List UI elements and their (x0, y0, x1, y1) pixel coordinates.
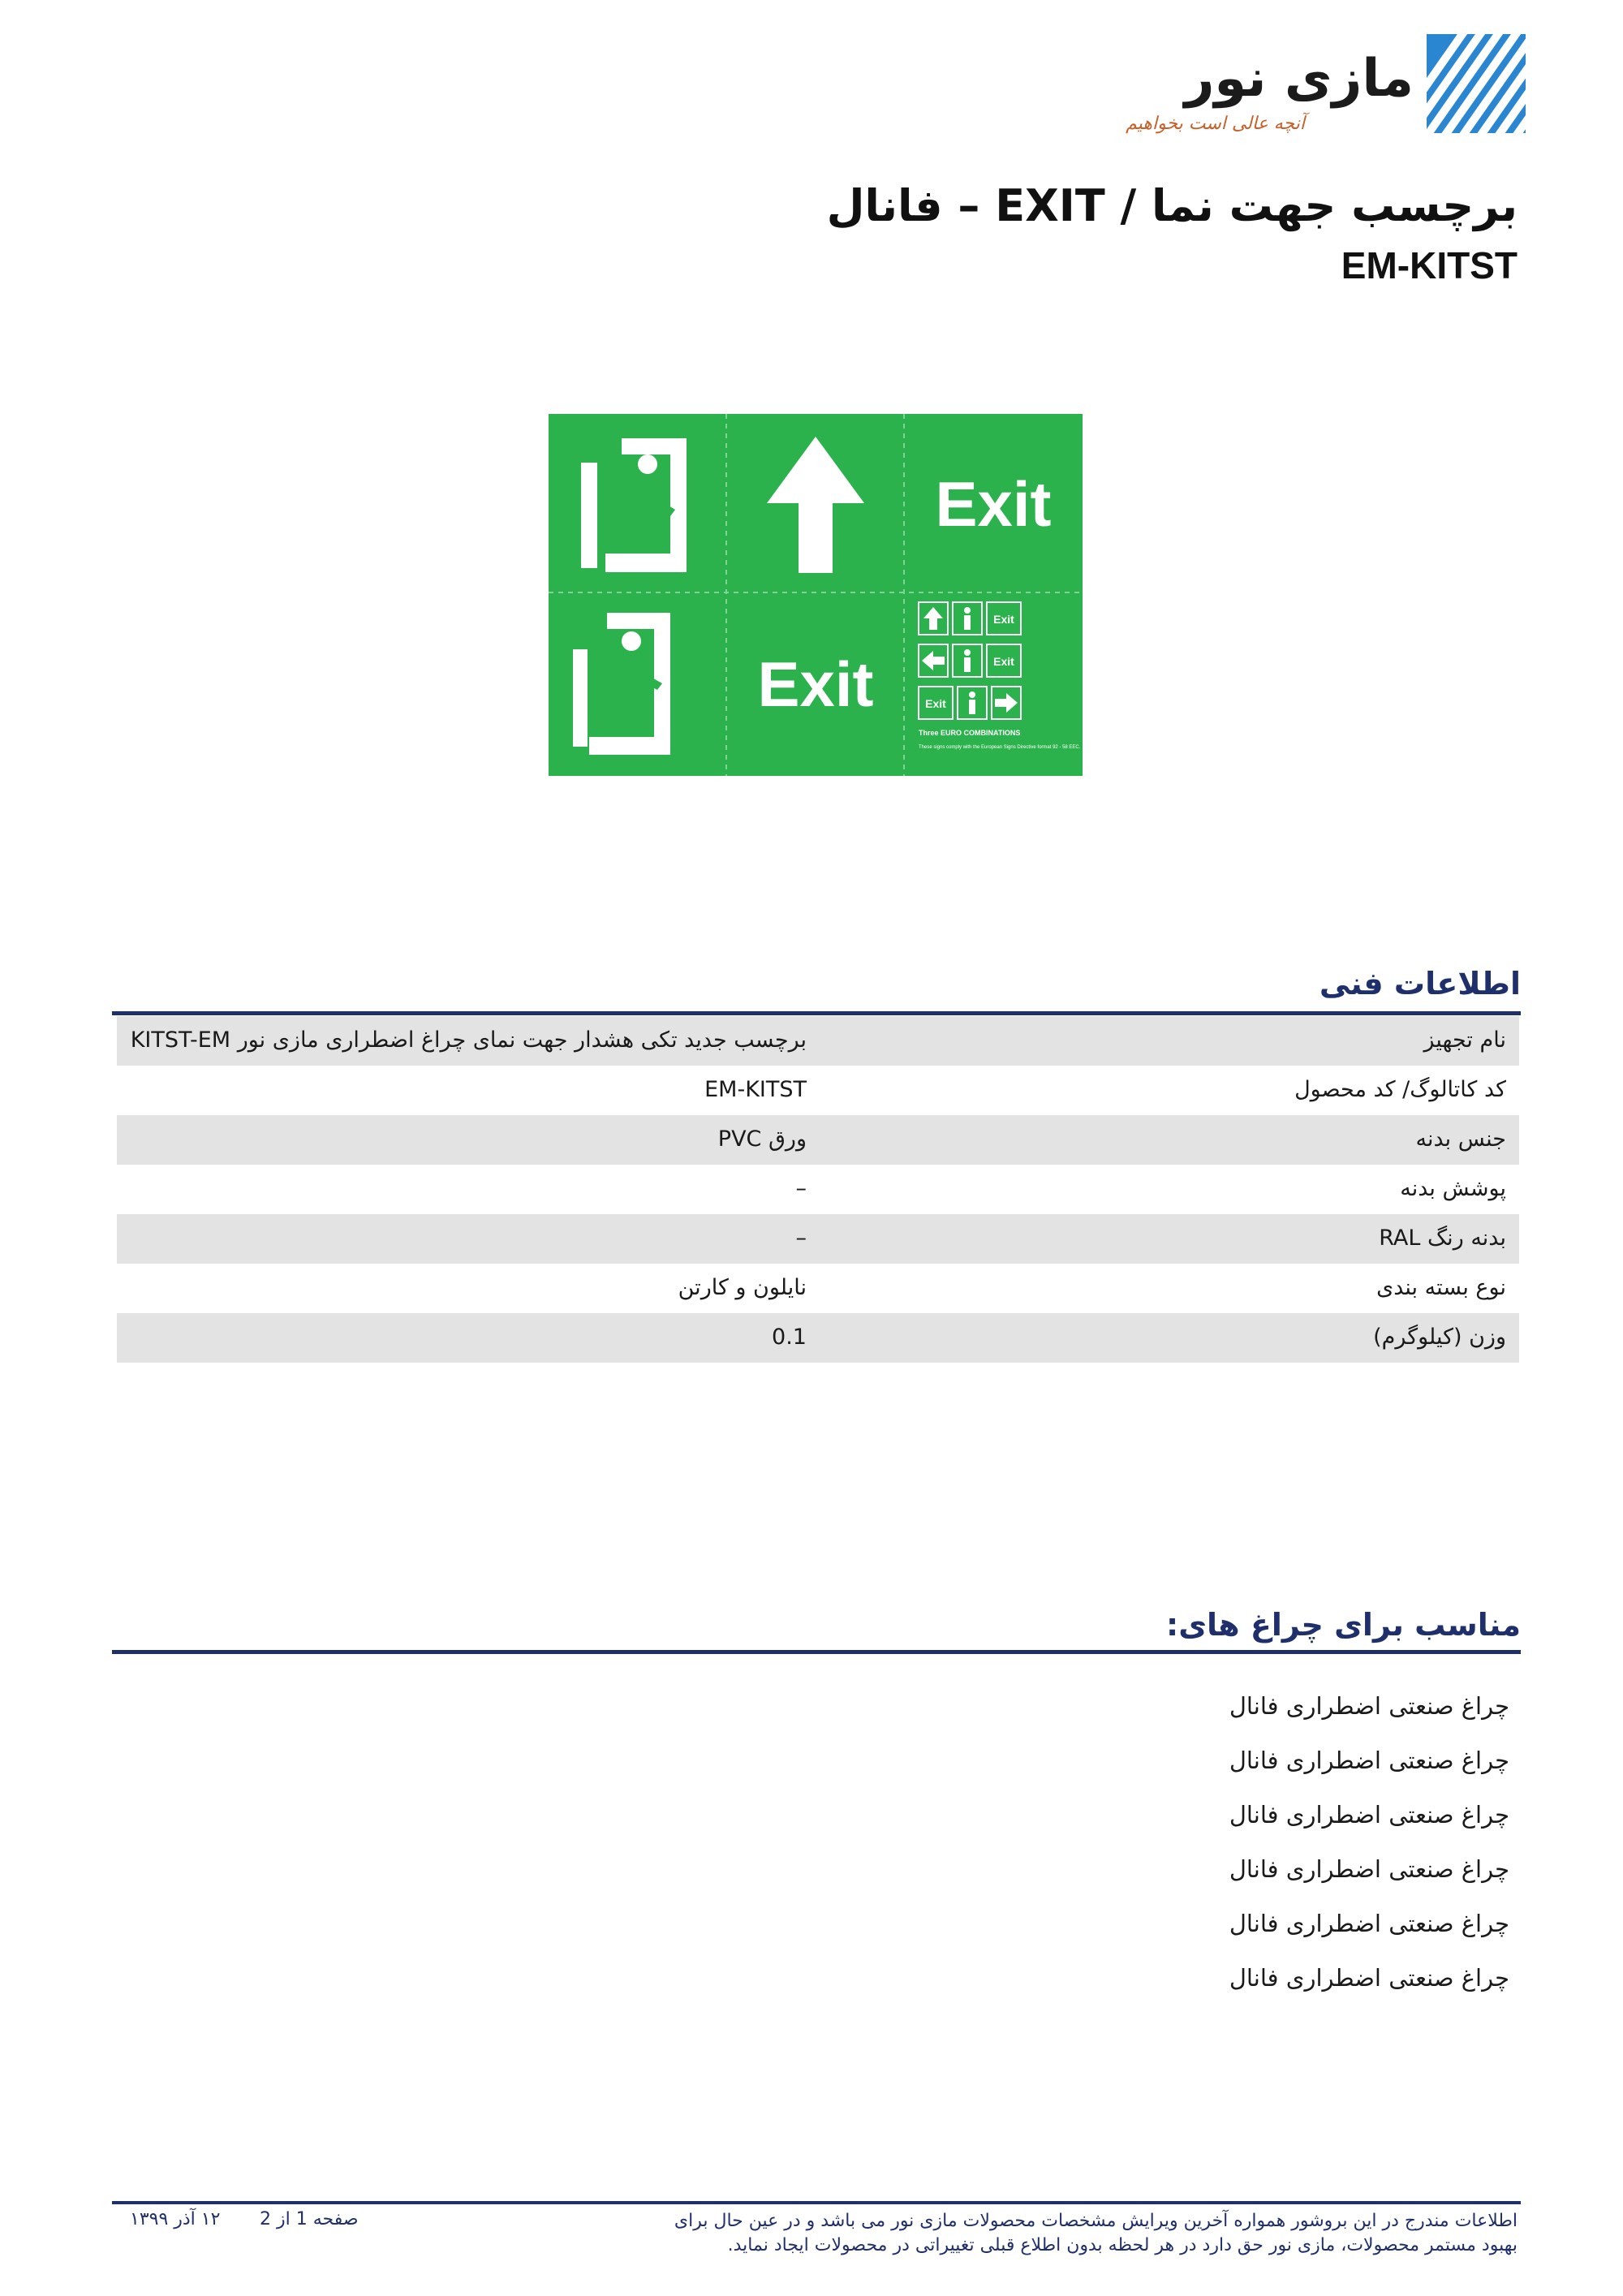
spec-value: نایلون و کارتن (678, 1275, 807, 1300)
spec-row (117, 1313, 1519, 1363)
footer-rule (112, 2201, 1521, 2204)
svg-text:Exit: Exit (993, 613, 1014, 626)
brand-tagline: آنچه عالی است بخواهیم (1126, 114, 1305, 134)
spec-value: 0.1 (772, 1325, 807, 1350)
technical-info-heading: اطلاعات فنی (1319, 966, 1521, 1002)
technical-info-rule (112, 1011, 1521, 1015)
spec-label: کد کاتالوگ/ کد محصول (1294, 1077, 1506, 1102)
svg-text:Exit: Exit (993, 655, 1014, 668)
suitable-lamps-heading: مناسب برای چراغ های: (1166, 1607, 1521, 1643)
spec-label: وزن (کیلوگرم) (1373, 1325, 1506, 1350)
product-image (549, 414, 1083, 776)
exit-text-bottom: Exit (757, 648, 874, 720)
spec-row (117, 1016, 1519, 1066)
list-item: چراغ صنعتی اضطراری فانال (1229, 1964, 1509, 1992)
list-item: چراغ صنعتی اضطراری فانال (1229, 1910, 1509, 1937)
footer-disclaimer: اطلاعات مندرج در این بروشور همواره آخرین ویرایش مشخصات محصولات مازی نور می باشد و در عین حال برای بهبود مستمر محصولات، مازی نور حق دارد در هر لحظه بدون اطلاع قبلی تغییراتی در محصولات ایجاد نماید. (674, 2211, 1518, 2255)
page-number: صفحه 1 از 2 (260, 2209, 359, 2229)
svg-text:These signs comply with the Eu: These signs comply with the European Signs Directive format 92 - 58 EEC. (919, 745, 1081, 750)
spec-label: پوشش بدنه (1400, 1176, 1506, 1201)
svg-text:Exit: Exit (925, 697, 946, 710)
logo-mark (1427, 34, 1526, 133)
spec-value: EM-KITST (704, 1077, 807, 1102)
spec-label: بدنه رنگ RAL (1379, 1226, 1506, 1251)
brand-name: مازی نور (1184, 49, 1414, 109)
suitable-lamps-rule (112, 1650, 1521, 1654)
product-code: EM-KITST (1341, 244, 1518, 286)
spec-row (117, 1066, 1519, 1115)
spec-table (117, 1016, 1519, 1363)
list-item: چراغ صنعتی اضطراری فانال (1229, 1747, 1509, 1774)
spec-value: – (795, 1176, 807, 1201)
spec-label: جنس بدنه (1415, 1126, 1506, 1152)
spec-value: برچسب جدید تکی هشدار جهت نمای چراغ اضطراری مازی نور KITST-EM (130, 1027, 807, 1053)
brand-logo (1126, 34, 1526, 148)
spec-label: نام تجهیز (1423, 1027, 1506, 1053)
svg-text:Three EURO COMBINATIONS: Three EURO COMBINATIONS (919, 729, 1021, 737)
list-item: چراغ صنعتی اضطراری فانال (1229, 1855, 1509, 1883)
list-item: چراغ صنعتی اضطراری فانال (1229, 1801, 1509, 1829)
spec-value: ورق PVC (717, 1126, 807, 1152)
lamp-list (1229, 1690, 1509, 2016)
page-title: برچسب جهت نما / EXIT – فانال (826, 180, 1518, 231)
spec-row (117, 1264, 1519, 1313)
spec-row (117, 1115, 1519, 1165)
spec-row (117, 1214, 1519, 1264)
list-item: چراغ صنعتی اضطراری فانال (1229, 1692, 1509, 1720)
exit-text-top: Exit (935, 468, 1052, 540)
spec-label: نوع بسته بندی (1376, 1275, 1506, 1300)
spec-value: – (795, 1226, 807, 1251)
footer-date: ۱۲ آذر ۱۳۹۹ (130, 2209, 221, 2229)
spec-row (117, 1165, 1519, 1214)
